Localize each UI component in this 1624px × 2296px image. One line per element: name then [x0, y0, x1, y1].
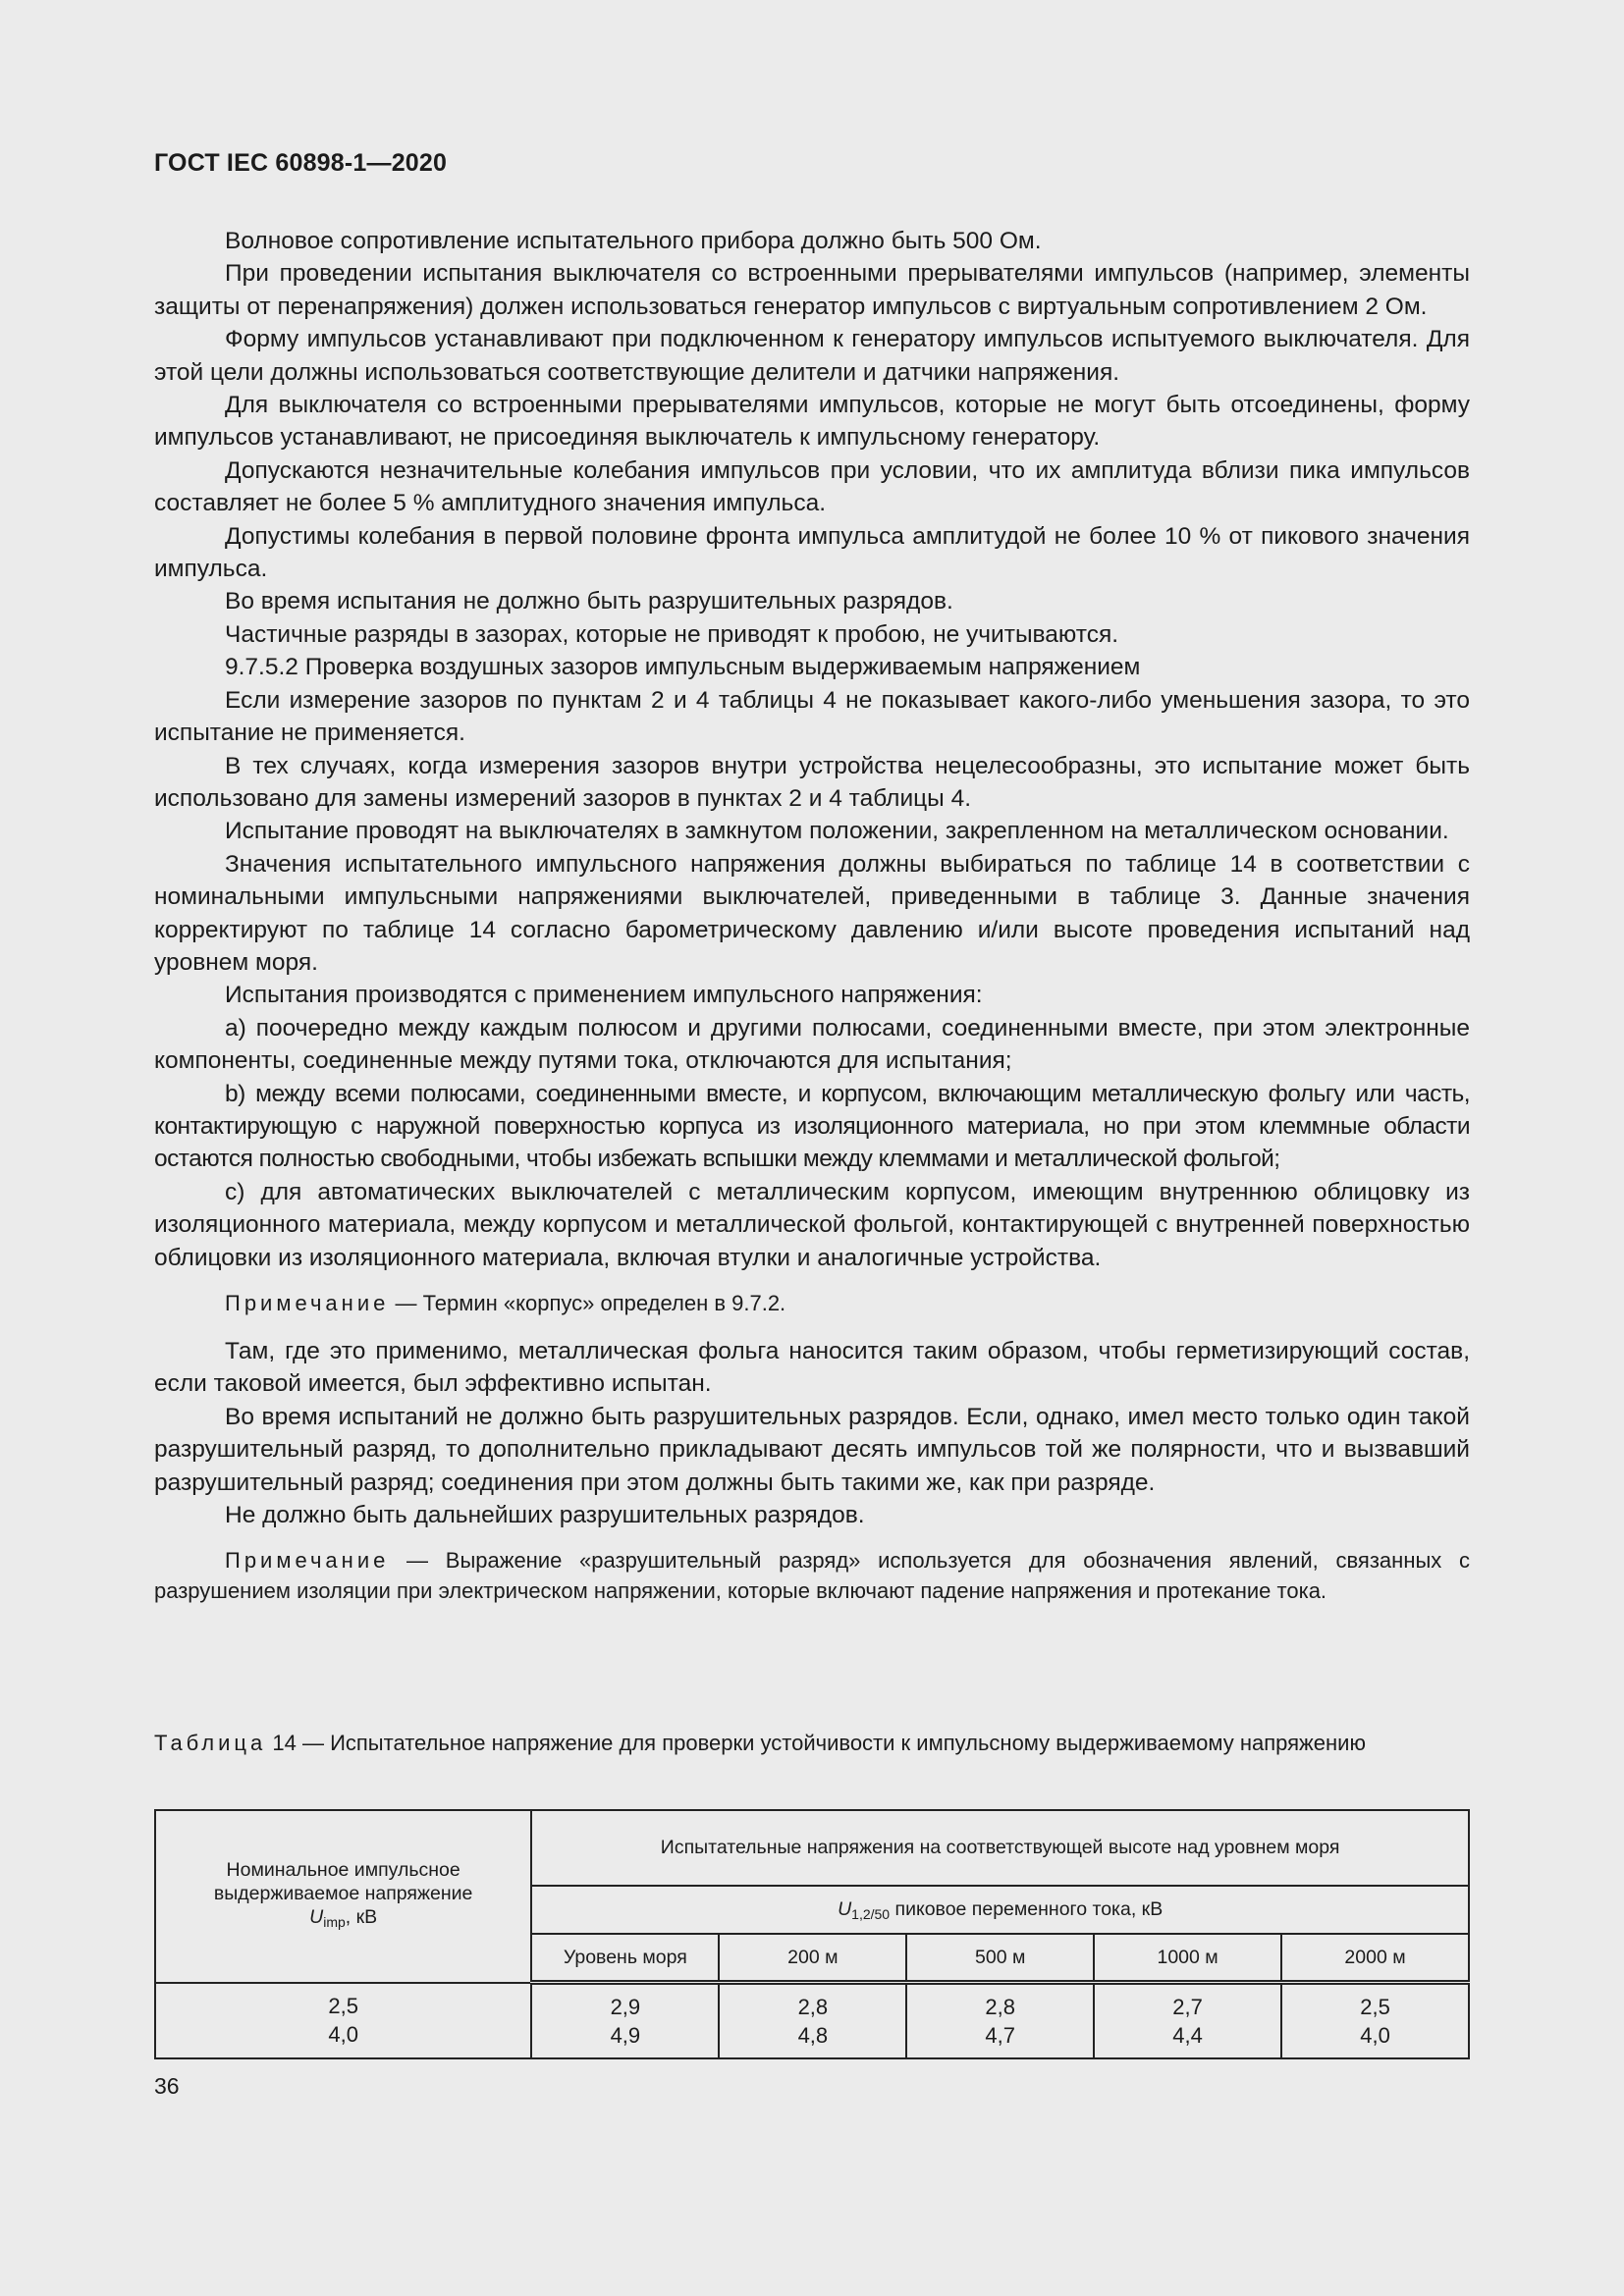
symbol-subscript: 1,2/50 — [851, 1905, 891, 1922]
cell-value: 4,0 — [1360, 2023, 1390, 2048]
unit-label: , кВ — [345, 1906, 378, 1929]
cell-value: 2,8 — [985, 1995, 1015, 2019]
note-dash: — — [389, 1548, 446, 1574]
table-cell — [719, 1983, 906, 2059]
table-caption — [154, 1729, 1470, 1758]
cell-value: 4,0 — [328, 2022, 358, 2048]
cell-value: 4,9 — [610, 2023, 641, 2048]
paragraph: Допускаются незначительные колебания импульсов при условии, что их амплитуда вблизи пика импульсов составляет не более 5 % амплитудного значения импульса. — [154, 456, 1470, 517]
list-item-c: c) для автоматических выключателей с металлическим корпусом, имеющим внутреннюю облицовку из изоляционного материала, между корпусом и металлической фольгой, контактирующей с внутренней поверхностью облицовки из изоляционного материала, включая втулки и аналогичные устройства. — [154, 1178, 1470, 1271]
symbol-u: U — [309, 1906, 324, 1929]
list-item-b: b) между всеми полюсами, соединенными вместе, и корпусом, включающим металлическую фольгу или часть, контактирующую с наружной поверхностью корпуса из изоляционного материала, но при этом клеммные области остаются полностью свободными, чтобы избежать вспышки между клеммами и металлической фольгой; — [154, 1080, 1470, 1173]
cell-value: 4,8 — [797, 2023, 829, 2048]
group-header: Испытательные напряжения на соответствующей высоте над уровнем моря — [531, 1810, 1469, 1886]
header-line: Номинальное импульсное — [226, 1859, 460, 1882]
paragraph: Волновое сопротивление испытательного прибора должно быть 500 Ом. — [225, 228, 1042, 254]
table-caption-text: 14 — Испытательное напряжение для проверки устойчивости к импульсному выдерживаемому напряжению — [272, 1731, 1366, 1755]
sub-header-text: пиковое переменного тока, кВ — [890, 1897, 1164, 1920]
note-label: Примечание — [225, 1291, 390, 1315]
table-cell — [1094, 1983, 1281, 2059]
note-1 — [154, 1288, 1470, 1318]
table-caption-label: Таблица — [154, 1731, 267, 1755]
cell-value: 2,8 — [797, 1995, 829, 2019]
document-header: ГОСТ IEC 60898-1—2020 — [154, 149, 448, 177]
cell-value: 4,7 — [985, 2023, 1015, 2048]
table-cell — [1281, 1983, 1469, 2059]
voltage-table — [154, 1809, 1470, 2059]
header-line: выдерживаемое напряжение — [213, 1883, 473, 1905]
cell-value: 2,9 — [610, 1995, 641, 2019]
paragraph: Не должно быть дальнейших разрушительных разрядов. — [225, 1502, 865, 1529]
paragraph: Если измерение зазоров по пунктам 2 и 4 таблицы 4 не показывает какого-либо уменьшения зазора, то это испытание не применяется. — [154, 686, 1470, 747]
paragraph: Частичные разряды в зазорах, которые не приводят к пробою, не учитываются. — [225, 620, 1119, 648]
paragraph: При проведении испытания выключателя со встроенными прерывателями импульсов (например, элементы защиты от перенапряжения) должен использоваться генератор импульсов с виртуальным сопротивлением 2 Ом. — [154, 260, 1470, 320]
paragraph: Испытание проводят на выключателях в замкнутом положении, закрепленном на металлическом основании. — [225, 818, 1449, 845]
rated-voltage-header — [155, 1810, 531, 1983]
cell-value: 2,5 — [1360, 1995, 1390, 2019]
section-heading: 9.7.5.2 Проверка воздушных зазоров импульсным выдерживаемым напряжением — [225, 654, 1141, 681]
cell-value: 4,4 — [1172, 2023, 1203, 2048]
list-item-a: a) поочередно между каждым полюсом и другими полюсами, соединенными вместе, при этом электронные компоненты, соединенные между путями тока, отключаются для испытания; — [154, 1014, 1470, 1075]
note-text: Термин «корпус» определен в 9.7.2. — [422, 1291, 786, 1315]
table-cell — [531, 1983, 719, 2059]
table-cell — [906, 1983, 1094, 2059]
paragraph: В тех случаях, когда измерения зазоров внутри устройства нецелесообразны, это испытание может быть использовано для замены измерений зазоров в пунктах 2 и 4 таблицы 4. — [154, 752, 1470, 812]
note-label: Примечание — [225, 1548, 390, 1574]
cell-value: 2,5 — [328, 1994, 358, 2019]
paragraph: Допустимы колебания в первой половине фронта импульса амплитудой не более 10 % от пикового значения импульса. — [154, 522, 1470, 583]
paragraph: Во время испытания не должно быть разрушительных разрядов. — [225, 588, 953, 615]
rated-voltage-cell — [155, 1983, 531, 2059]
symbol-u: U — [838, 1897, 852, 1920]
table-row — [155, 1983, 1469, 2059]
paragraph: Испытания производятся с применением импульсного напряжения: — [225, 982, 983, 1009]
note-dash: — — [389, 1291, 423, 1315]
document-body — [154, 225, 1470, 1629]
altitude-header: 2000 м — [1281, 1934, 1469, 1983]
altitude-header: Уровень моря — [531, 1934, 719, 1983]
symbol-subscript: imp — [323, 1914, 346, 1931]
paragraph: Форму импульсов устанавливают при подключенном к генератору импульсов испытуемого выключателя. Для этой цели должны использоваться соответствующие делители и датчики напряжения. — [154, 326, 1470, 386]
note-2 — [154, 1545, 1470, 1606]
altitude-header: 200 м — [719, 1934, 906, 1983]
sub-header — [531, 1886, 1469, 1934]
altitude-header: 500 м — [906, 1934, 1094, 1983]
paragraph: Для выключателя со встроенными прерывателями импульсов, которые не могут быть отсоединены, форму импульсов устанавливают, не присоединяя выключатель к импульсному генератору. — [154, 392, 1470, 452]
note-text: Выражение «разрушительный разряд» используется для обозначения явлений, связанных с разрушением изоляции при электрическом напряжении, которые включают падение напряжения и протекание тока. — [154, 1548, 1470, 1604]
page-number: 36 — [154, 2073, 180, 2099]
paragraph: Там, где это применимо, металлическая фольга наносится таким образом, чтобы герметизирующий состав, если таковой имеется, был эффективно испытан. — [154, 1338, 1470, 1398]
paragraph: Значения испытательного импульсного напряжения должны выбираться по таблице 14 в соответствии с номинальными импульсными напряжениями выключателей, приведенными в таблице 3. Данные значения корректируют по таблице 14 согласно барометрическому давлению и/или высоте проведения испытаний над уровнем моря. — [154, 850, 1470, 976]
cell-value: 2,7 — [1172, 1995, 1203, 2019]
altitude-header: 1000 м — [1094, 1934, 1281, 1983]
paragraph: Во время испытаний не должно быть разрушительных разрядов. Если, однако, имел место только один такой разрушительный разряд, то дополнительно прикладывают десять импульсов той же полярности, что и вызвавший разрушительный разряд; соединения при этом должны быть такими же, как при разряде. — [154, 1403, 1470, 1496]
